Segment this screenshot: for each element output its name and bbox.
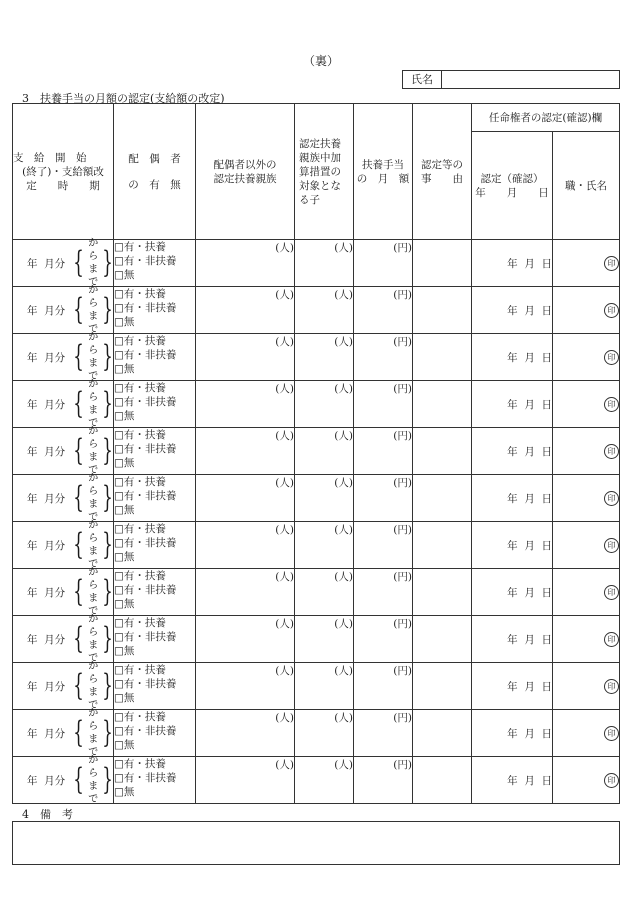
header-reason: 認定等の 事 由 (413, 104, 472, 240)
children-count-cell[interactable] (295, 428, 354, 475)
unit-people: (人) (275, 665, 294, 677)
unit-yen: (円) (393, 524, 412, 536)
date-label: 年 月 日 (507, 680, 552, 693)
spouse-option-none[interactable]: □無 (114, 786, 135, 798)
unit-people: (人) (334, 759, 353, 771)
section3-title: 3 扶養手当の月額の認定(支給額の改定) (22, 92, 225, 105)
unit-people: (人) (275, 242, 294, 254)
auth-name-cell[interactable] (553, 334, 620, 381)
reason-cell[interactable] (413, 522, 472, 569)
period-cell[interactable] (13, 381, 114, 428)
auth-date-cell[interactable] (472, 240, 553, 287)
from-to-brace: { から まで } (73, 755, 114, 805)
period-cell[interactable] (13, 287, 114, 334)
unit-people: (人) (334, 289, 353, 301)
period-cell[interactable] (13, 240, 114, 287)
spouse-option-dependent[interactable]: □有・扶養 (114, 429, 166, 441)
from-to-brace: { から まで } (73, 426, 114, 476)
monthly-amount-cell[interactable] (354, 475, 413, 522)
seal-icon: 印 (604, 632, 619, 647)
monthly-amount-cell[interactable] (354, 663, 413, 710)
unit-people: (人) (275, 336, 294, 348)
spouse-option-dependent[interactable]: □有・扶養 (114, 570, 166, 582)
from-label: から (88, 285, 99, 309)
period-cell[interactable] (13, 334, 114, 381)
to-label: まで (88, 734, 99, 758)
spouse-option-non-dependent[interactable]: □有・非扶養 (114, 772, 177, 784)
children-count-cell[interactable] (295, 287, 354, 334)
from-label: から (88, 426, 99, 450)
year-month-label: 年 月分 (27, 680, 66, 693)
spouse-cell[interactable] (114, 710, 196, 757)
unit-people: (人) (334, 383, 353, 395)
period-cell[interactable] (13, 757, 114, 804)
auth-name-cell[interactable] (553, 757, 620, 804)
auth-name-cell[interactable] (553, 569, 620, 616)
year-month-label: 年 月分 (27, 727, 66, 740)
date-label: 年 月 日 (507, 633, 552, 646)
spouse-option-non-dependent[interactable]: □有・非扶養 (114, 537, 177, 549)
unit-people: (人) (275, 383, 294, 395)
auth-name-cell[interactable] (553, 522, 620, 569)
from-to-brace: { から まで } (73, 238, 114, 288)
unit-people: (人) (275, 712, 294, 724)
monthly-amount-cell[interactable] (354, 616, 413, 663)
year-month-label: 年 月分 (27, 445, 66, 458)
from-to-brace: { から まで } (73, 473, 114, 523)
children-count-cell[interactable] (295, 616, 354, 663)
seal-icon: 印 (604, 585, 619, 600)
unit-people: (人) (334, 242, 353, 254)
reason-cell[interactable] (413, 663, 472, 710)
table-row (13, 710, 620, 757)
auth-name-cell[interactable] (553, 663, 620, 710)
dependents-count-cell[interactable] (196, 663, 295, 710)
year-month-label: 年 月分 (27, 304, 66, 317)
from-to-brace: { から まで } (73, 614, 114, 664)
auth-date-cell[interactable] (472, 757, 553, 804)
unit-yen: (円) (393, 712, 412, 724)
dependents-count-cell[interactable] (196, 287, 295, 334)
auth-date-cell[interactable] (472, 475, 553, 522)
header-children: 認定扶養 親族中加 算措置の 対象とな る子 (295, 104, 354, 240)
spouse-option-dependent[interactable]: □有・扶養 (114, 617, 166, 629)
spouse-cell[interactable] (114, 616, 196, 663)
reason-cell[interactable] (413, 710, 472, 757)
unit-people: (人) (275, 618, 294, 630)
spouse-option-none[interactable]: □無 (114, 269, 135, 281)
reason-cell[interactable] (413, 334, 472, 381)
to-label: まで (88, 546, 99, 570)
from-label: から (88, 332, 99, 356)
seal-icon: 印 (604, 350, 619, 365)
spouse-option-dependent[interactable]: □有・扶養 (114, 758, 166, 770)
spouse-cell[interactable] (114, 475, 196, 522)
spouse-cell[interactable] (114, 757, 196, 804)
monthly-amount-cell[interactable] (354, 569, 413, 616)
auth-name-cell[interactable] (553, 616, 620, 663)
section4-title: 4 備 考 (22, 808, 73, 821)
year-month-label: 年 月分 (27, 586, 66, 599)
seal-icon: 印 (604, 491, 619, 506)
header-dependents: 配偶者以外の 認定扶養親族 (196, 104, 295, 240)
spouse-option-non-dependent[interactable]: □有・非扶養 (114, 396, 177, 408)
auth-date-cell[interactable] (472, 381, 553, 428)
year-month-label: 年 月分 (27, 351, 66, 364)
name-label: 氏名 (403, 71, 442, 88)
year-month-label: 年 月分 (27, 257, 66, 270)
spouse-option-non-dependent[interactable]: □有・非扶養 (114, 349, 177, 361)
spouse-option-non-dependent[interactable]: □有・非扶養 (114, 678, 177, 690)
reason-cell[interactable] (413, 287, 472, 334)
auth-date-cell[interactable] (472, 663, 553, 710)
spouse-cell[interactable] (114, 663, 196, 710)
table-row (13, 287, 620, 334)
children-count-cell[interactable] (295, 334, 354, 381)
from-label: から (88, 520, 99, 544)
auth-date-cell[interactable] (472, 428, 553, 475)
date-label: 年 月 日 (507, 398, 552, 411)
unit-yen: (円) (393, 383, 412, 395)
monthly-amount-cell[interactable] (354, 522, 413, 569)
to-label: まで (88, 499, 99, 523)
dependents-count-cell[interactable] (196, 240, 295, 287)
monthly-amount-cell[interactable] (354, 240, 413, 287)
spouse-option-non-dependent[interactable]: □有・非扶養 (114, 631, 177, 643)
header-spouse: 配 偶 者 の 有 無 (114, 104, 196, 240)
unit-people: (人) (334, 477, 353, 489)
date-label: 年 月 日 (507, 774, 552, 787)
name-field[interactable] (402, 70, 620, 89)
children-count-cell[interactable] (295, 475, 354, 522)
table-row (13, 428, 620, 475)
spouse-option-dependent[interactable]: □有・扶養 (114, 711, 166, 723)
date-label: 年 月 日 (507, 304, 552, 317)
spouse-option-none[interactable]: □無 (114, 457, 135, 469)
header-authority: 任命権者の認定(確認)欄 (472, 104, 620, 132)
spouse-cell[interactable] (114, 287, 196, 334)
children-count-cell[interactable] (295, 522, 354, 569)
spouse-option-none[interactable]: □無 (114, 410, 135, 422)
period-cell[interactable] (13, 569, 114, 616)
unit-yen: (円) (393, 618, 412, 630)
seal-icon: 印 (604, 303, 619, 318)
header-auth-date: 認定（確認） 年 月 日 (472, 132, 553, 240)
spouse-option-non-dependent[interactable]: □有・非扶養 (114, 443, 177, 455)
seal-icon: 印 (604, 397, 619, 412)
unit-yen: (円) (393, 430, 412, 442)
table-row (13, 663, 620, 710)
spouse-option-none[interactable]: □無 (114, 739, 135, 751)
reason-cell[interactable] (413, 381, 472, 428)
unit-people: (人) (334, 618, 353, 630)
table-row (13, 475, 620, 522)
spouse-option-dependent[interactable]: □有・扶養 (114, 382, 166, 394)
children-count-cell[interactable] (295, 569, 354, 616)
from-to-brace: { から まで } (73, 285, 114, 335)
unit-yen: (円) (393, 571, 412, 583)
period-cell[interactable] (13, 428, 114, 475)
to-label: まで (88, 358, 99, 382)
spouse-cell[interactable] (114, 381, 196, 428)
table-row (13, 240, 620, 287)
date-label: 年 月 日 (507, 257, 552, 270)
date-label: 年 月 日 (507, 445, 552, 458)
unit-people: (人) (275, 571, 294, 583)
unit-people: (人) (334, 665, 353, 677)
spouse-cell[interactable] (114, 522, 196, 569)
to-label: まで (88, 264, 99, 288)
spouse-option-none[interactable]: □無 (114, 551, 135, 563)
allowance-table (12, 103, 620, 804)
date-label: 年 月 日 (507, 727, 552, 740)
seal-icon: 印 (604, 444, 619, 459)
dependents-count-cell[interactable] (196, 522, 295, 569)
year-month-label: 年 月分 (27, 398, 66, 411)
table-row (13, 569, 620, 616)
spouse-option-dependent[interactable]: □有・扶養 (114, 664, 166, 676)
children-count-cell[interactable] (295, 710, 354, 757)
unit-people: (人) (334, 571, 353, 583)
seal-icon: 印 (604, 773, 619, 788)
year-month-label: 年 月分 (27, 492, 66, 505)
dependents-count-cell[interactable] (196, 428, 295, 475)
spouse-option-dependent[interactable]: □有・扶養 (114, 288, 166, 300)
period-cell[interactable] (13, 475, 114, 522)
reason-cell[interactable] (413, 757, 472, 804)
monthly-amount-cell[interactable] (354, 428, 413, 475)
children-count-cell[interactable] (295, 663, 354, 710)
reason-cell[interactable] (413, 240, 472, 287)
seal-icon: 印 (604, 256, 619, 271)
unit-yen: (円) (393, 477, 412, 489)
auth-name-cell[interactable] (553, 428, 620, 475)
year-month-label: 年 月分 (27, 633, 66, 646)
from-to-brace: { から まで } (73, 379, 114, 429)
from-label: から (88, 473, 99, 497)
spouse-option-non-dependent[interactable]: □有・非扶養 (114, 584, 177, 596)
monthly-amount-cell[interactable] (354, 287, 413, 334)
children-count-cell[interactable] (295, 757, 354, 804)
spouse-option-none[interactable]: □無 (114, 645, 135, 657)
spouse-option-non-dependent[interactable]: □有・非扶養 (114, 490, 177, 502)
year-month-label: 年 月分 (27, 774, 66, 787)
unit-people: (人) (275, 477, 294, 489)
children-count-cell[interactable] (295, 240, 354, 287)
from-to-brace: { から まで } (73, 520, 114, 570)
unit-people: (人) (275, 430, 294, 442)
auth-date-cell[interactable] (472, 522, 553, 569)
seal-icon: 印 (604, 726, 619, 741)
from-to-brace: { から まで } (73, 567, 114, 617)
header-monthly: 扶養手当 の 月 額 (354, 104, 413, 240)
period-cell[interactable] (13, 522, 114, 569)
monthly-amount-cell[interactable] (354, 334, 413, 381)
to-label: まで (88, 640, 99, 664)
spouse-cell[interactable] (114, 240, 196, 287)
to-label: まで (88, 452, 99, 476)
from-label: から (88, 379, 99, 403)
table-row (13, 381, 620, 428)
spouse-option-none[interactable]: □無 (114, 598, 135, 610)
auth-date-cell[interactable] (472, 710, 553, 757)
auth-name-cell[interactable] (553, 287, 620, 334)
seal-icon: 印 (604, 679, 619, 694)
from-label: から (88, 238, 99, 262)
date-label: 年 月 日 (507, 351, 552, 364)
table-row (13, 334, 620, 381)
from-label: から (88, 614, 99, 638)
reason-cell[interactable] (413, 428, 472, 475)
auth-name-cell[interactable] (553, 381, 620, 428)
header-auth-name: 職・氏名 (553, 132, 620, 240)
auth-name-cell[interactable] (553, 240, 620, 287)
unit-yen: (円) (393, 336, 412, 348)
spouse-option-non-dependent[interactable]: □有・非扶養 (114, 255, 177, 267)
auth-date-cell[interactable] (472, 616, 553, 663)
unit-yen: (円) (393, 665, 412, 677)
header-period: 支 給 開 始 (終了)・支給額改 定 時 期 (13, 104, 114, 240)
unit-yen: (円) (393, 289, 412, 301)
auth-name-cell[interactable] (553, 475, 620, 522)
dependents-count-cell[interactable] (196, 475, 295, 522)
dependents-count-cell[interactable] (196, 757, 295, 804)
to-label: まで (88, 781, 99, 805)
unit-people: (人) (275, 759, 294, 771)
dependents-count-cell[interactable] (196, 381, 295, 428)
spouse-option-none[interactable]: □無 (114, 316, 135, 328)
table-row (13, 616, 620, 663)
remarks-field[interactable] (12, 821, 620, 865)
table-row (13, 757, 620, 804)
to-label: まで (88, 593, 99, 617)
auth-date-cell[interactable] (472, 569, 553, 616)
year-month-label: 年 月分 (27, 539, 66, 552)
spouse-option-dependent[interactable]: □有・扶養 (114, 523, 166, 535)
spouse-option-non-dependent[interactable]: □有・非扶養 (114, 302, 177, 314)
date-label: 年 月 日 (507, 539, 552, 552)
from-label: から (88, 567, 99, 591)
unit-people: (人) (275, 289, 294, 301)
monthly-amount-cell[interactable] (354, 757, 413, 804)
unit-people: (人) (334, 336, 353, 348)
from-label: から (88, 708, 99, 732)
page-side-label: （裏） (303, 54, 340, 68)
spouse-cell[interactable] (114, 428, 196, 475)
reason-cell[interactable] (413, 616, 472, 663)
unit-people: (人) (334, 712, 353, 724)
date-label: 年 月 日 (507, 492, 552, 505)
unit-people: (人) (334, 524, 353, 536)
spouse-option-non-dependent[interactable]: □有・非扶養 (114, 725, 177, 737)
from-to-brace: { から まで } (73, 332, 114, 382)
table-row (13, 522, 620, 569)
seal-icon: 印 (604, 538, 619, 553)
auth-date-cell[interactable] (472, 334, 553, 381)
dependents-count-cell[interactable] (196, 569, 295, 616)
unit-people: (人) (275, 524, 294, 536)
spouse-option-none[interactable]: □無 (114, 363, 135, 375)
unit-yen: (円) (393, 759, 412, 771)
to-label: まで (88, 311, 99, 335)
dependents-count-cell[interactable] (196, 334, 295, 381)
spouse-cell[interactable] (114, 569, 196, 616)
period-cell[interactable] (13, 663, 114, 710)
spouse-option-dependent[interactable]: □有・扶養 (114, 241, 166, 253)
spouse-option-none[interactable]: □無 (114, 504, 135, 516)
period-cell[interactable] (13, 616, 114, 663)
spouse-cell[interactable] (114, 334, 196, 381)
monthly-amount-cell[interactable] (354, 710, 413, 757)
from-label: から (88, 755, 99, 779)
spouse-option-dependent[interactable]: □有・扶養 (114, 476, 166, 488)
to-label: まで (88, 687, 99, 711)
period-cell[interactable] (13, 710, 114, 757)
children-count-cell[interactable] (295, 381, 354, 428)
date-label: 年 月 日 (507, 586, 552, 599)
auth-name-cell[interactable] (553, 710, 620, 757)
dependents-count-cell[interactable] (196, 710, 295, 757)
reason-cell[interactable] (413, 569, 472, 616)
monthly-amount-cell[interactable] (354, 381, 413, 428)
spouse-option-dependent[interactable]: □有・扶養 (114, 335, 166, 347)
unit-people: (人) (334, 430, 353, 442)
spouse-option-none[interactable]: □無 (114, 692, 135, 704)
from-label: から (88, 661, 99, 685)
to-label: まで (88, 405, 99, 429)
auth-date-cell[interactable] (472, 287, 553, 334)
from-to-brace: { から まで } (73, 661, 114, 711)
from-to-brace: { から まで } (73, 708, 114, 758)
unit-yen: (円) (393, 242, 412, 254)
dependents-count-cell[interactable] (196, 616, 295, 663)
reason-cell[interactable] (413, 475, 472, 522)
